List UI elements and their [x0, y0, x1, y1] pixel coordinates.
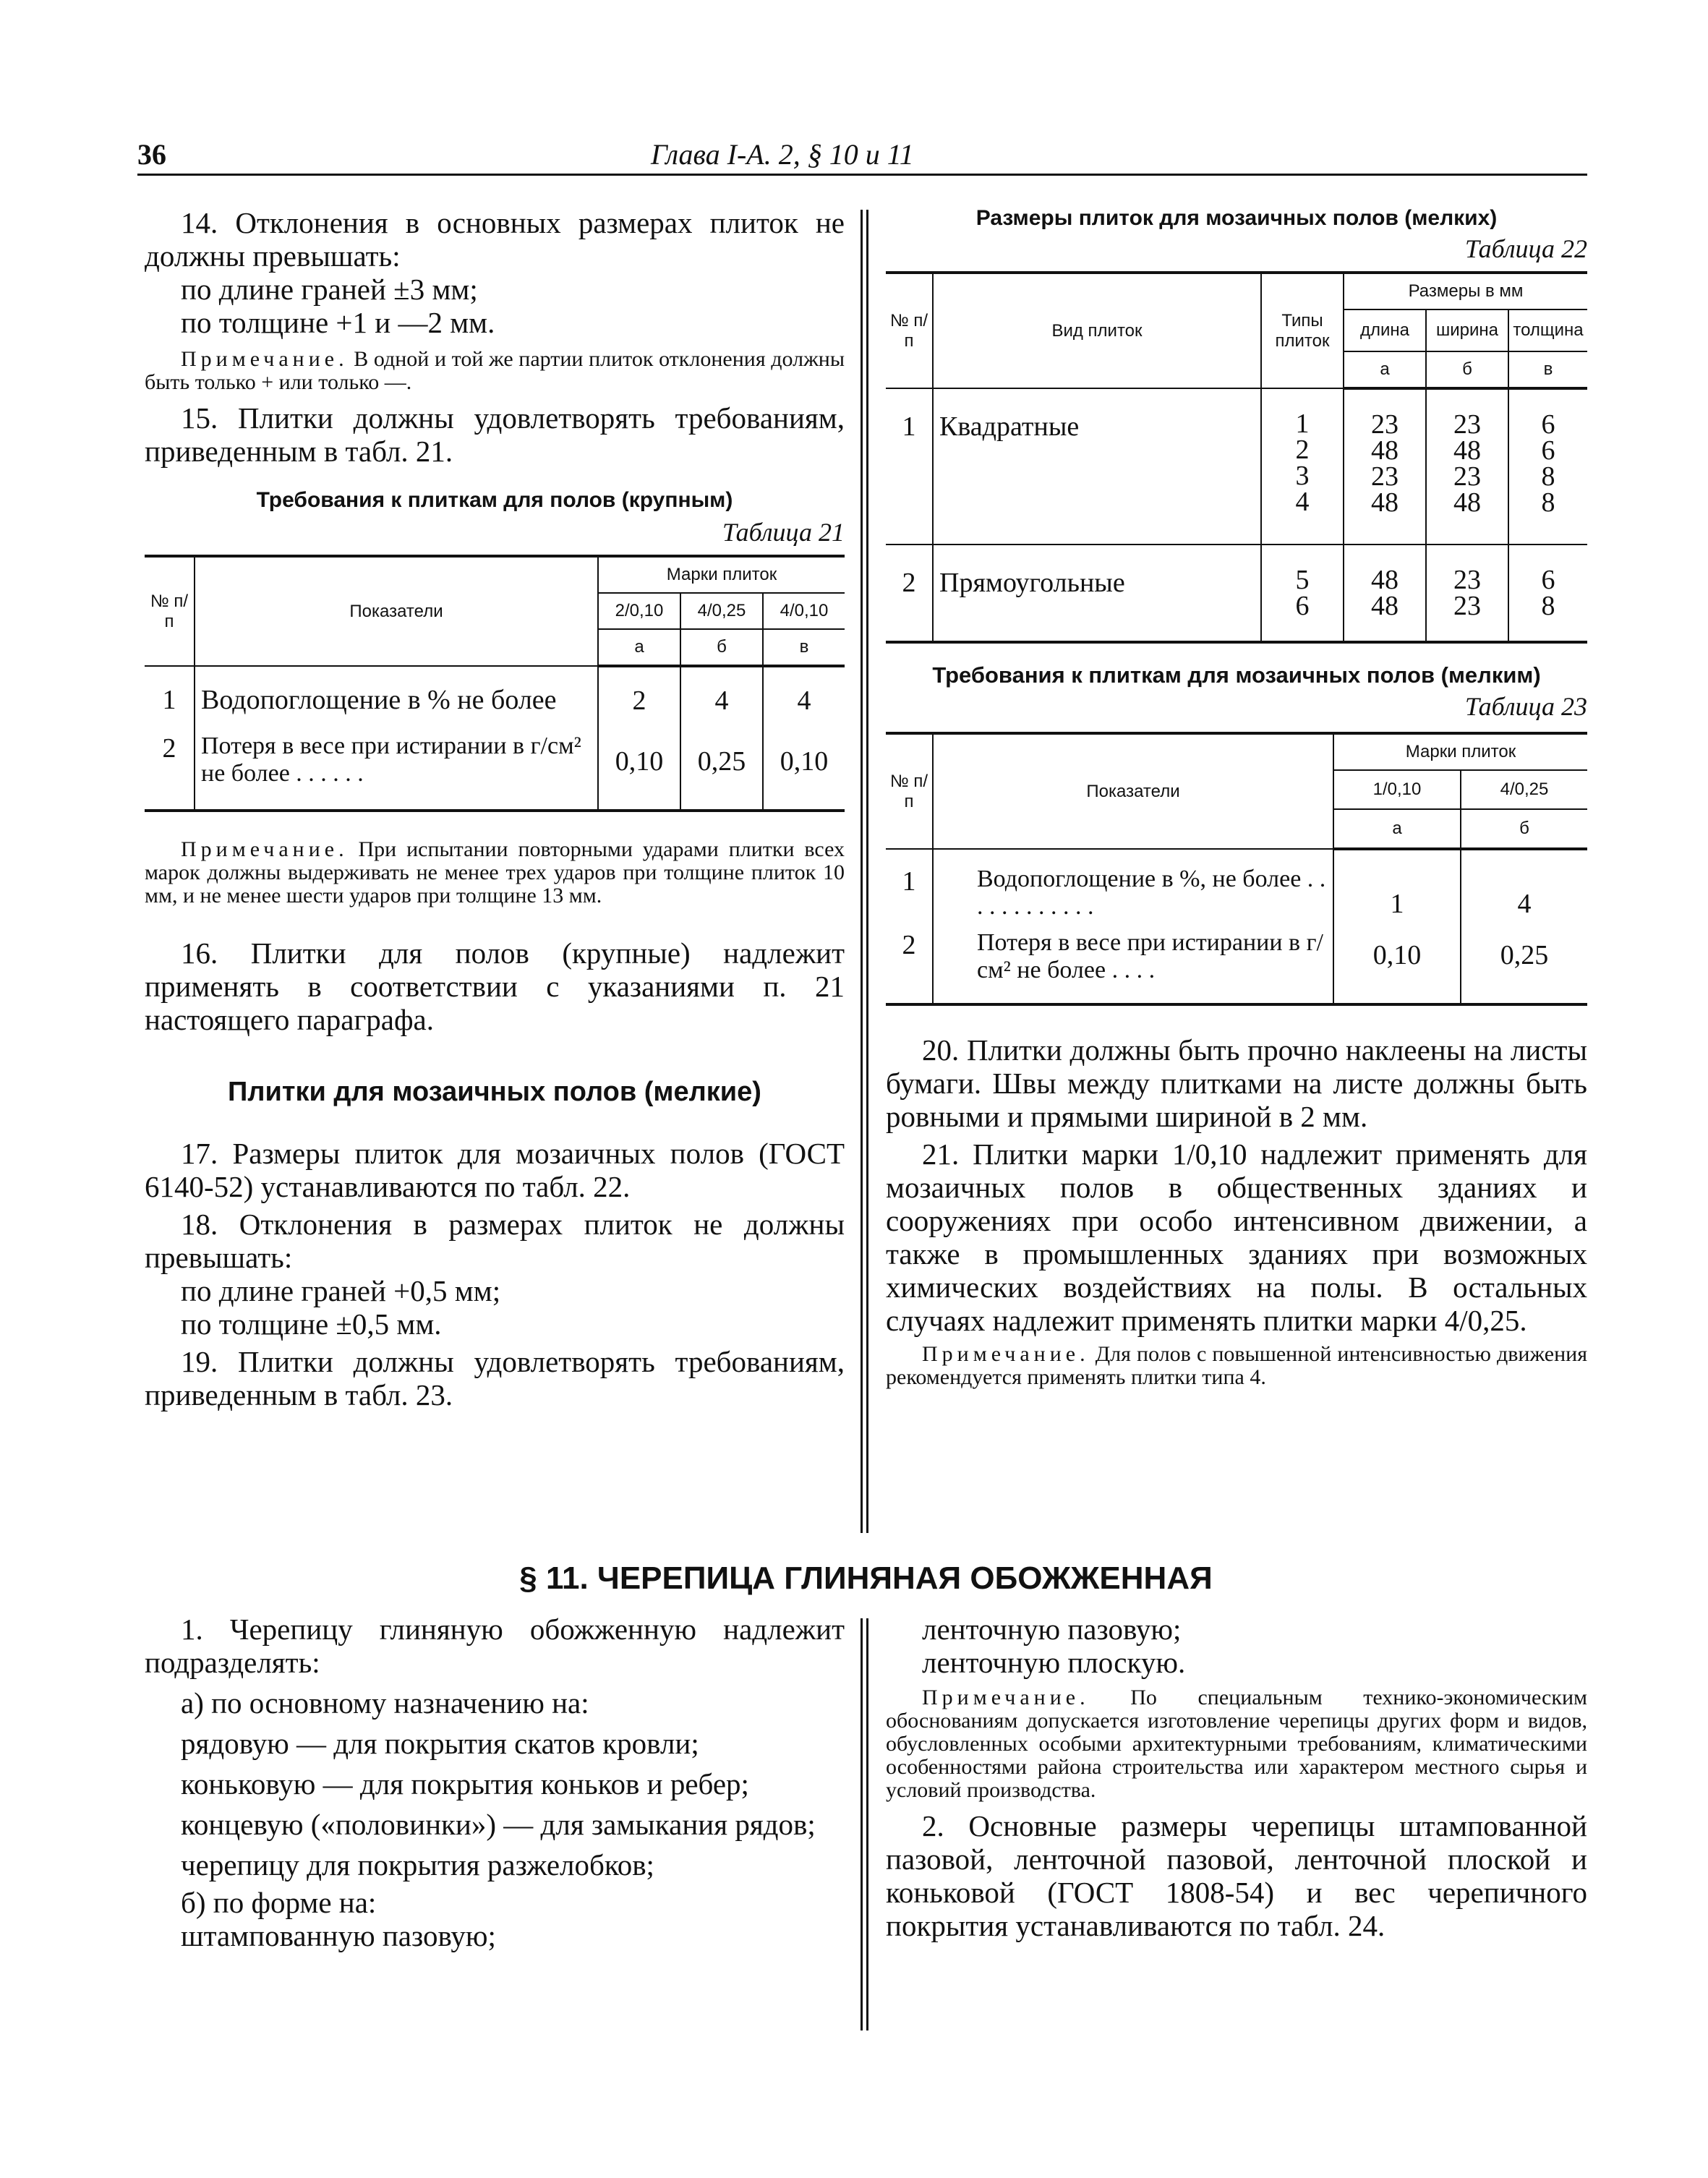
column-divider-bottom-2 — [866, 1618, 868, 2030]
p14-length: по длине граней ±3 мм; — [181, 273, 478, 306]
paragraph-14: 14. Отклонения в основных размерах плиток не должны превышать: — [145, 206, 845, 273]
th-letter: б — [1426, 351, 1508, 388]
table-23-title: Требования к плиткам для мозаичных полов (мелким) — [932, 662, 1541, 688]
th-mark: 4/0,25 — [1461, 770, 1587, 809]
table-21-number: Таблица 21 — [722, 518, 845, 547]
th-letter: в — [1508, 351, 1587, 388]
cell-line: 48 — [1371, 487, 1399, 518]
note-2 — [145, 838, 845, 908]
cell-line: 23 — [1453, 461, 1481, 492]
table-row — [886, 388, 1587, 544]
paragraph-21: 21. Плитки марки 1/0,10 надлежит применять для мозаичных полов в общественных зданиях и сооружениях при особо интенсивном движении, а также в промышленных зданиях при возможных химических воздействиях на полы. В остальных случаях надлежит применять плитки марки 4/0,25. — [886, 1137, 1587, 1337]
cell-length — [1344, 388, 1426, 544]
cell-no: 2 — [145, 721, 195, 811]
th-marks: Марки плиток — [598, 556, 845, 593]
cell-no: 2 — [886, 544, 933, 642]
bottom-left-column — [145, 1613, 845, 1952]
th-mark: 4/0,25 — [680, 593, 763, 629]
th-letter: а — [1333, 809, 1461, 849]
cell-no: 1 — [886, 849, 933, 925]
cell-line: 6 — [1541, 565, 1555, 595]
column-divider-top — [861, 210, 863, 1533]
cell-value: 4 — [763, 666, 845, 721]
column-divider-bottom — [861, 1618, 863, 2030]
cell-kind: Прямоугольные — [933, 544, 1261, 642]
paragraph-17: 17. Размеры плиток для мозаичных полов (ГОСТ 6140-52) устанавливаются по табл. 22. — [145, 1137, 845, 1203]
cell-line: 48 — [1453, 487, 1481, 518]
running-title: Глава I-А. 2, § 10 и 11 — [651, 138, 914, 171]
th-mark: 4/0,10 — [763, 593, 845, 629]
cell-value: 0,10 — [763, 721, 845, 811]
cell-line: 4 — [1295, 487, 1310, 517]
s11-item-b1: штампованную пазовую; — [181, 1919, 496, 1952]
th-indicators: Показатели — [195, 556, 598, 666]
note-label: Примечание. — [922, 1342, 1090, 1366]
cell-kind: Квадратные — [933, 388, 1261, 544]
cell-types — [1261, 388, 1344, 544]
paragraph-16: 16. Плитки для полов (крупные) надлежит применять в соответствии с указаниями п. 21 настоящего параграфа. — [145, 936, 845, 1036]
s11-item-a4: черепицу для покрытия разжелобков; — [181, 1848, 654, 1882]
cell-no: 1 — [886, 388, 933, 544]
cell-value: 4 — [1461, 849, 1587, 925]
th-sizes: Размеры в мм — [1344, 273, 1587, 309]
cell-line: 23 — [1453, 565, 1481, 595]
cell-line: 6 — [1541, 409, 1555, 440]
th-no: № п/п — [145, 556, 195, 666]
cell-line: 3 — [1295, 461, 1310, 491]
note-text: По специальным технико-экономическим обоснованиям допускается изготовление черепицы других форм и видов, обусловленных особыми архитектурными требованиям, климатическими особенностями района строительства или характером местного сырья и условий производства. — [886, 1686, 1587, 1802]
table-22-number: Таблица 22 — [1464, 234, 1587, 263]
note-label: Примечание. — [181, 347, 349, 371]
th-mark: 1/0,10 — [1333, 770, 1461, 809]
cell-line: 1 — [1295, 409, 1310, 439]
cell-line: 23 — [1453, 409, 1481, 440]
note-text: Для полов с повышенной интенсивностью движения рекомендуется применять плитки типа 4. — [886, 1342, 1587, 1389]
table-21-title: Требования к плиткам для полов (крупным) — [256, 488, 733, 512]
table-row — [145, 721, 845, 811]
table-23-number: Таблица 23 — [1464, 692, 1587, 721]
cell-line: 8 — [1541, 591, 1555, 621]
right-column — [886, 206, 1587, 1389]
s11-item-a1: рядовую — для покрытия скатов кровли; — [181, 1727, 699, 1760]
cell-value: 0,25 — [680, 721, 763, 811]
cell-line: 23 — [1371, 461, 1399, 492]
table-21 — [145, 555, 845, 812]
subsection-heading: Плитки для мозаичных полов (мелкие) — [228, 1077, 761, 1107]
cell-no: 1 — [145, 666, 195, 721]
note-label: Примечание. — [181, 837, 349, 861]
column-divider-top-2 — [866, 210, 868, 1533]
left-column — [145, 206, 845, 1412]
paragraph-20: 20. Плитки должны быть прочно наклеены на листы бумаги. Швы между плитками на листе должны быть ровными и прямыми шириной в 2 мм. — [886, 1033, 1587, 1133]
page-number: 36 — [137, 138, 166, 171]
s11-paragraph-2: 2. Основные размеры черепицы штампованной пазовой, ленточной пазовой, ленточной плоской и коньковой (ГОСТ 1808-54) и вес черепичного покрытия устанавливаются по табл. 24. — [886, 1809, 1587, 1942]
table-23 — [886, 732, 1587, 1006]
cell-line: 48 — [1371, 435, 1399, 466]
th-dim: длина — [1344, 309, 1426, 351]
th-no: № п/п — [886, 733, 933, 849]
note-text: В одной и той же партии плиток отклонения должны быть только + или только —. — [145, 347, 845, 394]
s11-item-b: б) по форме на: — [181, 1886, 377, 1919]
cell-length — [1344, 544, 1426, 642]
th-no: № п/п — [886, 273, 933, 388]
th-letter: в — [763, 629, 845, 666]
cell-line: 2 — [1295, 435, 1310, 465]
cell-value: 2 — [598, 666, 680, 721]
th-letter: б — [680, 629, 763, 666]
note-1 — [145, 348, 845, 394]
bottom-right-column — [886, 1613, 1587, 1942]
paragraph-15: 15. Плитки должны удовлетворять требованиям, приведенным в табл. 21. — [145, 401, 845, 468]
cell-line: 5 — [1295, 565, 1310, 595]
th-letter: б — [1461, 809, 1587, 849]
header-rule — [137, 174, 1587, 176]
th-indicators: Показатели — [933, 733, 1333, 849]
cell-line: 48 — [1453, 435, 1481, 466]
cell-thickness — [1508, 544, 1587, 642]
cell-line: 48 — [1371, 565, 1399, 595]
p18-thickness: по толщине ±0,5 мм. — [181, 1307, 442, 1341]
p18-length: по длине граней +0,5 мм; — [181, 1274, 501, 1307]
table-row — [886, 925, 1587, 1004]
cell-name: Потеря в весе при истирании в г/см² не более . . . . . . — [195, 721, 598, 811]
table-22-title: Размеры плиток для мозаичных полов (мелких) — [975, 206, 1498, 230]
s11-item-a3: концевую («половинки») — для замыкания рядов; — [181, 1808, 816, 1841]
cell-value: 0,10 — [598, 721, 680, 811]
th-kind: Вид плиток — [933, 273, 1261, 388]
s11-item-a2: коньковую — для покрытия коньков и ребер; — [181, 1767, 749, 1801]
s11-paragraph-1: 1. Черепицу глиняную обожженную надлежит подразделять: — [145, 1613, 845, 1679]
note-4 — [886, 1686, 1587, 1802]
cell-width — [1426, 388, 1508, 544]
section-11-heading: § 11. ЧЕРЕПИЦА ГЛИНЯНАЯ ОБОЖЖЕННАЯ — [519, 1560, 1213, 1596]
s11-item-b3: ленточную плоскую. — [922, 1646, 1186, 1679]
cell-name: Водопоглощение в % не более — [195, 666, 598, 721]
cell-types — [1261, 544, 1344, 642]
s11-item-b2: ленточную пазовую; — [922, 1613, 1182, 1646]
table-22 — [886, 271, 1587, 644]
th-types: Типы плиток — [1261, 273, 1344, 388]
th-dim: толщина — [1508, 309, 1587, 351]
paragraph-18: 18. Отклонения в размерах плиток не должны превышать: — [145, 1208, 845, 1274]
cell-line: 6 — [1295, 591, 1310, 621]
th-marks: Марки плиток — [1333, 733, 1587, 770]
cell-value: 0,10 — [1333, 925, 1461, 1004]
cell-name: Потеря в весе при истирании в г/см² не более . . . . — [933, 925, 1333, 1004]
th-dim: ширина — [1426, 309, 1508, 351]
cell-width — [1426, 544, 1508, 642]
cell-value: 1 — [1333, 849, 1461, 925]
cell-line: 6 — [1541, 435, 1555, 466]
th-mark: 2/0,10 — [598, 593, 680, 629]
th-letter: а — [1344, 351, 1426, 388]
paragraph-19: 19. Плитки должны удовлетворять требованиям, приведенным в табл. 23. — [145, 1345, 845, 1412]
s11-item-a: а) по основному назначению на: — [181, 1686, 589, 1720]
table-row — [886, 849, 1587, 925]
cell-no: 2 — [886, 925, 933, 1004]
table-row — [145, 666, 845, 721]
cell-value: 0,25 — [1461, 925, 1587, 1004]
cell-name: Водопоглощение в %, не более . . . . . . . . . . . . — [933, 849, 1333, 925]
p14-thickness: по толщине +1 и —2 мм. — [181, 306, 495, 339]
cell-line: 23 — [1453, 591, 1481, 621]
cell-line: 8 — [1541, 461, 1555, 492]
note-text: При испытании повторными ударами плитки всех марок должны выдерживать не менее трех ударов при толщине плиток 10 мм, и не менее шести ударов при толщине 13 мм. — [145, 837, 845, 908]
note-3 — [886, 1343, 1587, 1389]
cell-thickness — [1508, 388, 1587, 544]
th-letter: а — [598, 629, 680, 666]
note-label: Примечание. — [922, 1686, 1090, 1709]
cell-line: 23 — [1371, 409, 1399, 440]
cell-value: 4 — [680, 666, 763, 721]
table-row — [886, 544, 1587, 642]
cell-line: 8 — [1541, 487, 1555, 518]
cell-line: 48 — [1371, 591, 1399, 621]
